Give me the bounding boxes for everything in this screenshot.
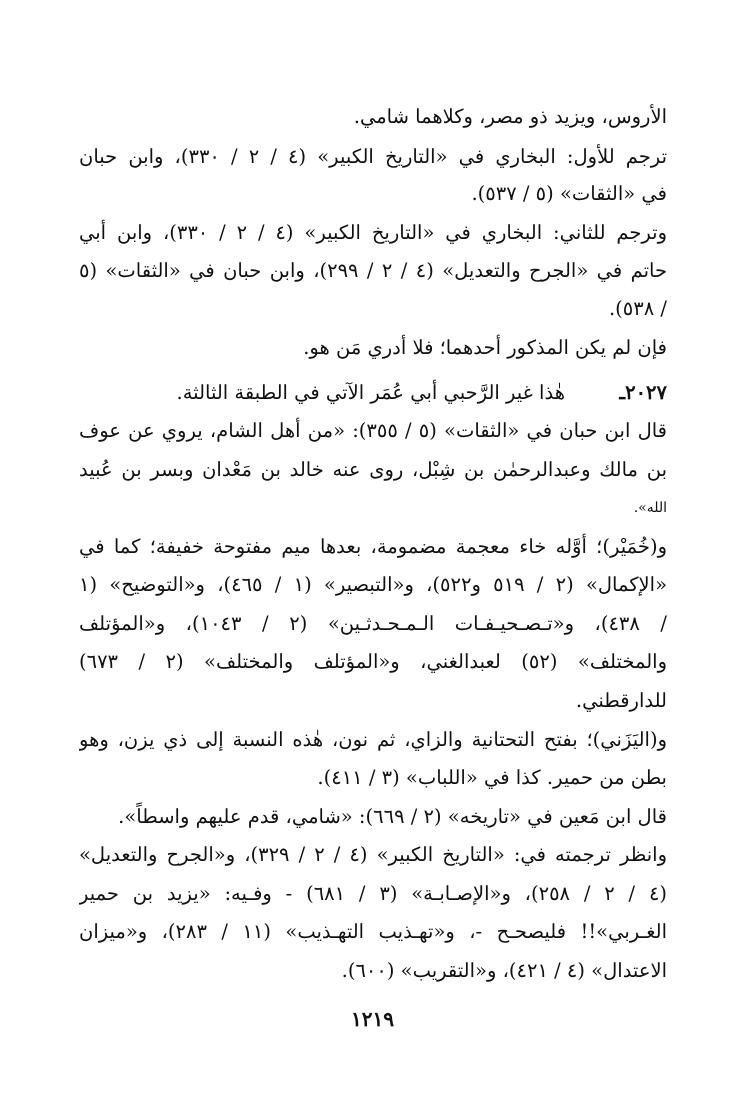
text-line: / ٥٣٨). bbox=[608, 297, 667, 320]
text-line: الله». bbox=[633, 500, 667, 516]
entry-number: ٢٠٢٧ـ bbox=[619, 381, 667, 404]
text-line: الغـربي»!! فليصحـح -، و«تهـذيب التهـذيب» (١١ / ٢٨٣)، و«ميزان bbox=[79, 920, 667, 943]
page-number: ١٢١٩ bbox=[351, 1007, 394, 1031]
text-line: / ٤٣٨)، و«تـصـحيـفـات الـمـحـدثـين» (٢ / ١٠٤٣)، و«المؤتلف bbox=[79, 612, 667, 635]
text-line: والمختلف» (٥٢) لعبدالغني، و«المؤتلف والمختلف» (٢ / ٦٧٣) bbox=[79, 650, 667, 673]
text-line: الاعتدال» (٤ / ٤٢١)، و«التقريب» (٦٠٠). bbox=[341, 959, 667, 982]
text-line: في «الثقات» (٥ / ٥٣٧). bbox=[471, 182, 667, 205]
text-line: «الإكمال» (٢ / ٥١٩ و٥٢٢)، و«التبصير» (١ / ٤٦٥)، و«التوضيح» (١ bbox=[79, 573, 667, 596]
text-line: حاتم في «الجرح والتعديل» (٤ / ٢ / ٢٩٩)، وابن حبان في «الثقات» (٥ bbox=[79, 259, 667, 282]
text-line: بن مالك وعبدالرحمٰن بن شِبْل، روى عنه خالد بن مَعْدان وبسر بن عُبيد bbox=[79, 458, 667, 481]
text-line: و(خُمَيْر)؛ أوَّله خاء معجمة مضمومة، بعدها ميم مفتوحة خفيفة؛ كما في bbox=[79, 535, 667, 558]
text-line: و(اليَزَني)؛ بفتح التحتانية والزاي، ثم نون، هٰذه النسبة إلى ذي يزن، وهو bbox=[79, 728, 667, 751]
text-line: (٤ / ٢ / ٢٥٨)، و«الإصـابـة» (٣ / ٦٨١) - وفـيه: «يزيد بن حمير bbox=[79, 882, 667, 905]
text-line: وترجم للثاني: البخاري في «التاريخ الكبير» (٤ / ٢ / ٣٣٠)، وابن أبي bbox=[79, 221, 667, 244]
text-line: قال ابن حبان في «الثقات» (٥ / ٣٥٥): «من أهل الشام، يروي عن عوف bbox=[79, 419, 667, 442]
text-line: بطن من حمير. كذا في «اللباب» (٣ / ٤١١). bbox=[317, 766, 667, 789]
text-line: قال ابن مَعين في «تاريخه» (٢ / ٦٦٩): «شامي، قدم عليهم واسطاً». bbox=[118, 805, 667, 828]
entry-heading: هٰذا غير الرَّحبي أبي عُمَر الآتي في الطبقة الثالثة. bbox=[176, 381, 565, 404]
text-line: فإن لم يكن المذكور أحدهما؛ فلا أدري مَن هو. bbox=[303, 336, 667, 359]
text-line: ترجم للأول: البخاري في «التاريخ الكبير» (٤ / ٢ / ٣٣٠)، وابن حبان bbox=[79, 145, 667, 168]
text-line: الأروس، ويزيد ذو مصر، وكلاهما شامي. bbox=[353, 105, 667, 128]
text-line: للدارقطني. bbox=[575, 689, 667, 712]
text-line: وانظر ترجمته في: «التاريخ الكبير» (٤ / ٢ / ٣٢٩)، و«الجرح والتعديل» bbox=[79, 843, 667, 866]
